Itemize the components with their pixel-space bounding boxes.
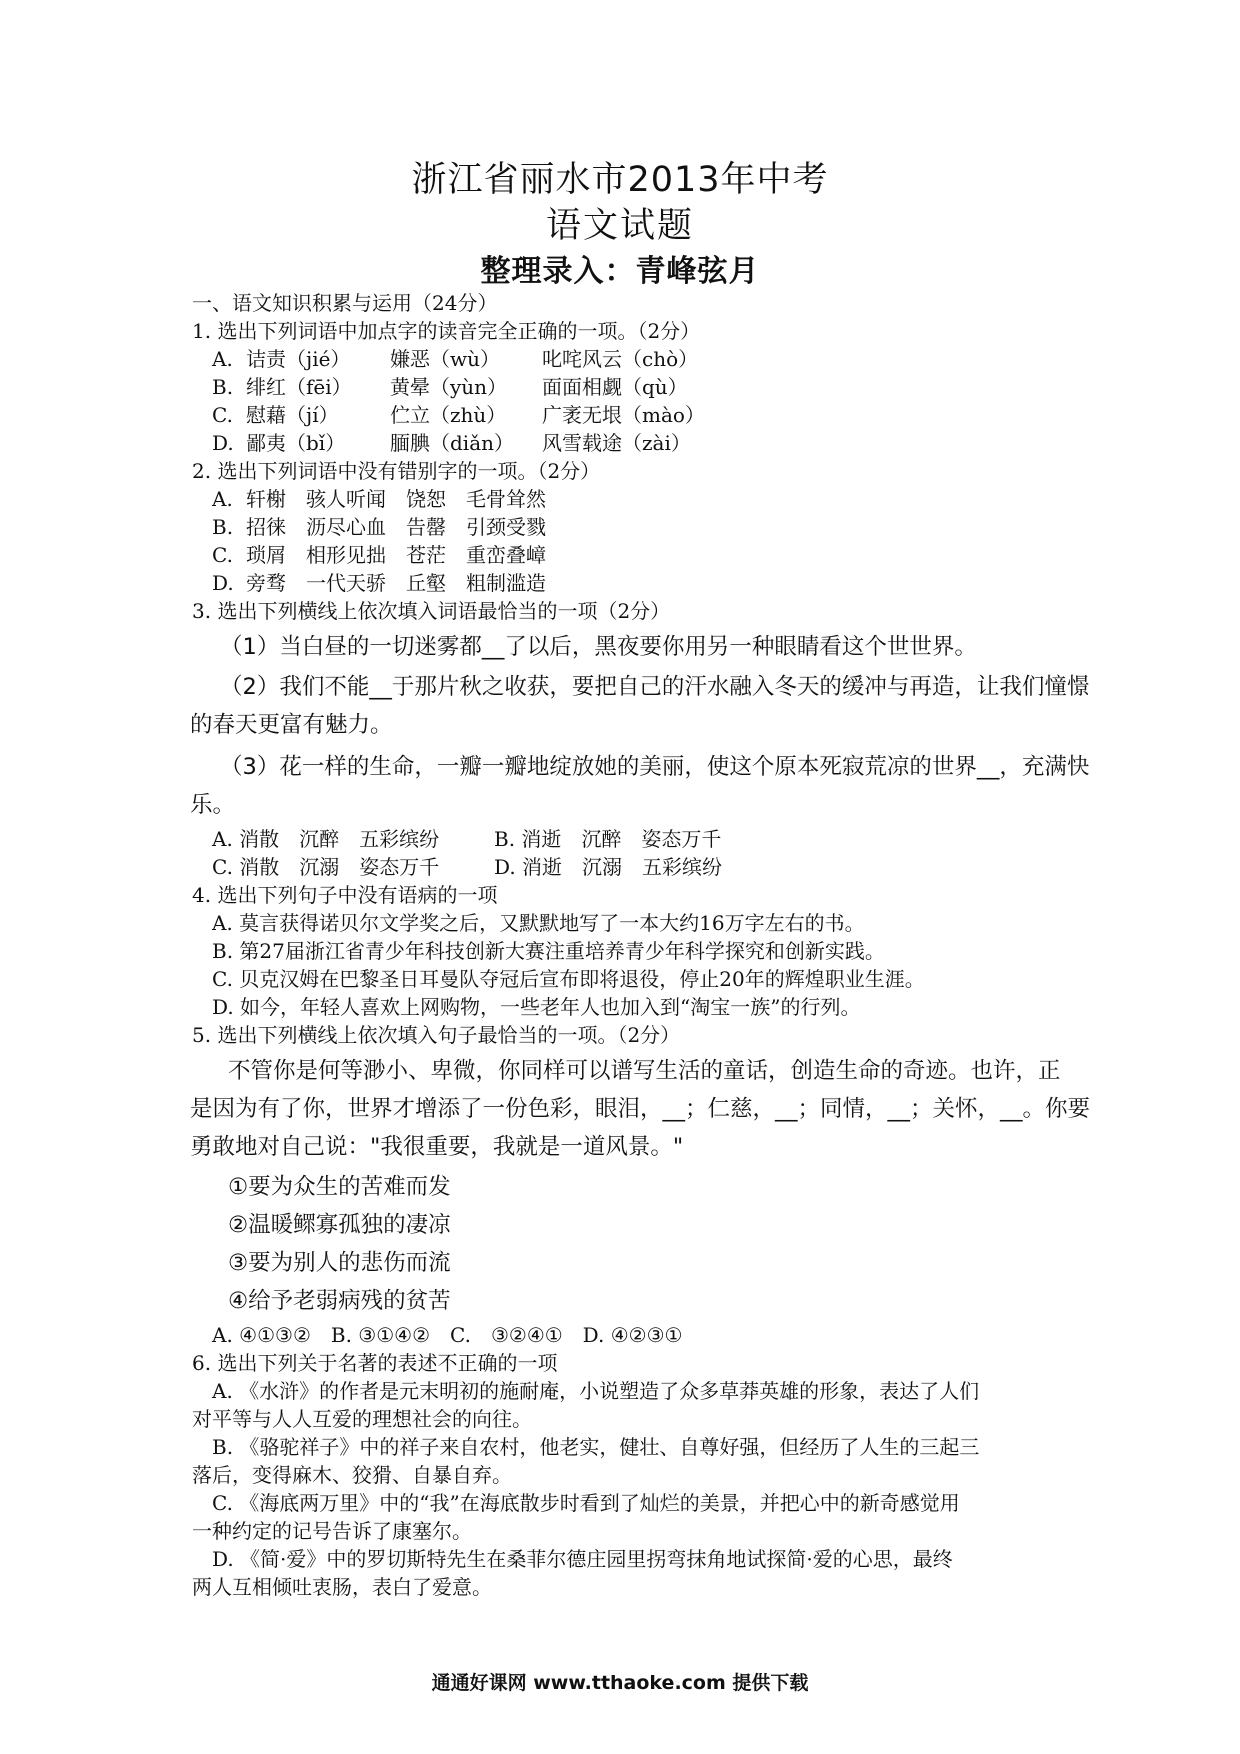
question-3-sentence-2a: （2）我们不能__于那片秋之收获，要把自己的汗水融入冬天的缓冲与再造，让我们憧憬 <box>220 674 1090 700</box>
question-3-options-row-2 <box>212 854 723 880</box>
option-letter: D. <box>212 571 234 595</box>
question-1-option-c <box>212 402 705 428</box>
option-text: 琐屑 相形见拙 苍茫 重峦叠嶂 <box>246 543 546 567</box>
question-3-sentence-2b: 的春天更富有魅力。 <box>190 712 393 738</box>
option-letter: C. <box>212 543 233 567</box>
question-6-option-b-line-2: 落后，变得麻木、狡猾、自暴自弃。 <box>192 1463 512 1487</box>
option-word: 诘责（jié） <box>246 347 351 371</box>
question-6-option-c-line-2: 一种约定的记号告诉了康塞尔。 <box>192 1519 472 1543</box>
question-4-option-d: D. 如今，年轻人喜欢上网购物，一些老年人也加入到“淘宝一族”的行列。 <box>212 995 861 1019</box>
question-3-sentence-3a: （3）花一样的生命，一瓣一瓣地绽放她的美丽，使这个原本死寂荒凉的世界__，充满快 <box>220 754 1090 780</box>
question-2-stem: 2. 选出下列词语中没有错别字的一项。（2分） <box>192 459 601 483</box>
option-word: 广袤无垠（mào） <box>542 403 705 427</box>
question-5-stem: 5. 选出下列横线上依次填入句子最恰当的一项。（2分） <box>192 1023 681 1047</box>
question-2-option-b <box>212 514 546 540</box>
question-3-stem: 3. 选出下列横线上依次填入词语最恰当的一项（2分） <box>192 599 671 623</box>
option-word: 面面相觑（qù） <box>542 375 688 399</box>
option-c: C. 消散 沉溺 姿态万千 <box>212 855 440 879</box>
option-letter: A. <box>212 487 233 511</box>
question-2-option-a <box>212 486 546 512</box>
exam-title: 浙江省丽水市2013年中考 <box>411 160 829 200</box>
option-word: 鄙夷（bǐ） <box>246 431 346 455</box>
option-text: 轩榭 骇人听闻 饶恕 毛骨耸然 <box>246 487 546 511</box>
option-a: A. 消散 沉醉 五彩缤纷 <box>212 827 440 851</box>
question-5-passage-3: 勇敢地对自己说："我很重要，我就是一道风景。" <box>190 1134 684 1160</box>
option-letter: D. <box>212 431 234 455</box>
option-letter: B. <box>212 515 234 539</box>
download-footer: 通通好课网 www.tthaoke.com 提供下载 <box>431 1672 809 1694</box>
option-word: 风雪载途（zài） <box>542 431 691 455</box>
question-2-option-c <box>212 542 546 568</box>
question-3-sentence-1: （1）当白昼的一切迷雾都__了以后，黑夜要你用另一种眼睛看这个世世界。 <box>220 634 977 660</box>
option-b: B. 消逝 沉醉 姿态万千 <box>494 827 722 851</box>
question-6-option-d-line-2: 两人互相倾吐衷肠，表白了爱意。 <box>192 1575 492 1599</box>
question-5-item-1: ①要为众生的苦难而发 <box>228 1174 451 1200</box>
section-heading: 一、语文知识积累与运用（24分） <box>192 291 498 315</box>
exam-subject: 语文试题 <box>545 206 694 246</box>
question-6-option-b-line-1: B. 《骆驼祥子》中的祥子来自农村，他老实，健壮、自尊好强，但经历了人生的三起三 <box>212 1435 980 1459</box>
option-letter: A. <box>212 347 233 371</box>
question-5-item-2: ②温暖鳏寡孤独的凄凉 <box>228 1212 451 1238</box>
option-text: 招徕 沥尽心血 告罄 引颈受戮 <box>246 515 546 539</box>
question-1-option-b <box>212 374 688 400</box>
question-1-option-a <box>212 346 699 372</box>
option-word: 腼腆（diǎn） <box>390 431 515 455</box>
question-5-item-3: ③要为别人的悲伤而流 <box>228 1250 451 1276</box>
question-5-answers: A. ④①③② B. ③①④② C. ③②④① D. ④②③① <box>212 1323 683 1347</box>
question-6-option-c-line-1: C. 《海底两万里》中的“我”在海底散步时看到了灿烂的美景，并把心中的新奇感觉用 <box>212 1491 960 1515</box>
question-5-item-4: ④给予老弱病残的贫苦 <box>228 1288 451 1314</box>
question-6-option-d-line-1: D. 《简·爱》中的罗切斯特先生在桑菲尔德庄园里拐弯抹角地试探简·爱的心思，最终 <box>212 1547 953 1571</box>
question-2-option-d <box>212 570 546 596</box>
option-word: 嫌恶（wù） <box>390 347 500 371</box>
option-letter: C. <box>212 403 233 427</box>
question-4-option-b: B. 第27届浙江省青少年科技创新大赛注重培养青少年科学探究和创新实践。 <box>212 939 885 963</box>
question-4-option-a: A. 莫言获得诺贝尔文学奖之后，又默默地写了一本大约16万字左右的书。 <box>212 911 865 935</box>
question-6-option-a-line-2: 对平等与人人互爱的理想社会的向往。 <box>192 1407 532 1431</box>
question-4-stem: 4. 选出下列句子中没有语病的一项 <box>192 883 498 907</box>
question-1-stem: 1. 选出下列词语中加点字的读音完全正确的一项。（2分） <box>192 319 701 343</box>
option-word: 慰藉（jí） <box>246 403 339 427</box>
option-text: 旁骛 一代天骄 丘壑 粗制滥造 <box>246 571 546 595</box>
question-5-passage-1: 不管你是何等渺小、卑微，你同样可以谱写生活的童话，创造生命的奇迹。也许，正 <box>228 1058 1061 1084</box>
question-5-passage-2: 是因为有了你，世界才增添了一份色彩，眼泪，__；仁慈，__；同情，__；关怀，__。你要 <box>190 1096 1091 1122</box>
question-6-stem: 6. 选出下列关于名著的表述不正确的一项 <box>192 1351 558 1375</box>
question-1-option-d <box>212 430 691 456</box>
question-6-option-a-line-1: A. 《水浒》的作者是元末明初的施耐庵，小说塑造了众多草莽英雄的形象，表达了人们 <box>212 1379 980 1403</box>
option-d: D. 消逝 沉溺 五彩缤纷 <box>494 855 723 879</box>
option-word: 伫立（zhù） <box>390 403 507 427</box>
question-3-sentence-3b: 乐。 <box>190 792 236 818</box>
question-4-option-c: C. 贝克汉姆在巴黎圣日耳曼队夺冠后宣布即将退役，停止20年的辉煌职业生涯。 <box>212 967 925 991</box>
option-word: 黄晕（yùn） <box>390 375 508 399</box>
compiler-credit: 整理录入：青峰弦月 <box>480 254 760 289</box>
option-word: 绯红（fēi） <box>246 375 352 399</box>
option-word: 叱咤风云（chò） <box>542 347 699 371</box>
question-3-options-row-1 <box>212 826 722 852</box>
option-letter: B. <box>212 375 234 399</box>
